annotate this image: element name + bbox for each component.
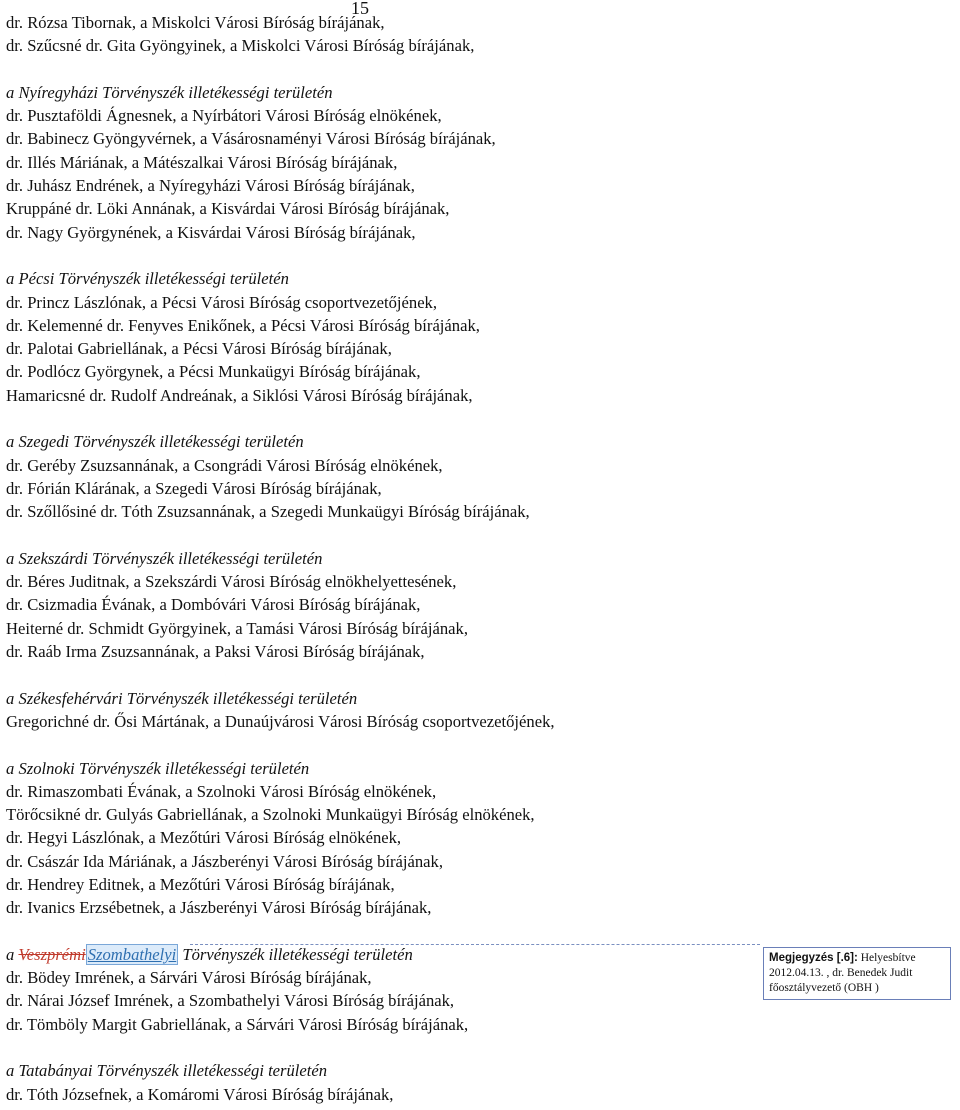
- list-item: dr. Kelemenné dr. Fenyves Enikőnek, a Pécsi Városi Bíróság bírájának,: [6, 315, 480, 335]
- section-heading: a Székesfehérvári Törvényszék illetékességi területén: [6, 688, 358, 708]
- comment-label: Megjegyzés [.6]:: [769, 952, 858, 964]
- list-item: dr. Béres Juditnak, a Szekszárdi Városi Bíróság elnökhelyettesének,: [6, 572, 457, 592]
- list-item: Kruppáné dr. Löki Annának, a Kisvárdai Városi Bíróság bírájának,: [6, 199, 450, 219]
- list-item: dr. Tóth Józsefnek, a Komáromi Városi Bíróság bírájának,: [6, 1084, 394, 1104]
- list-item: dr. Juhász Endrének, a Nyíregyházi Városi Bíróság bírájának,: [6, 176, 415, 196]
- section-heading: a Szolnoki Törvényszék illetékességi területén: [6, 758, 310, 778]
- comment-connector: [190, 944, 760, 969]
- list-item: Heiterné dr. Schmidt Györgyinek, a Tamási Városi Bíróság bírájának,: [6, 618, 468, 638]
- list-item: dr. Szűcsné dr. Gita Gyöngyinek, a Miskolci Városi Bíróság bírájának,: [6, 36, 475, 56]
- list-item: Gregorichné dr. Ősi Mártának, a Dunaújvárosi Városi Bíróság csoportvezetőjének,: [6, 711, 555, 731]
- heading-prefix: a: [6, 944, 19, 964]
- document-body: [6, 11, 756, 1106]
- list-item: dr. Palotai Gabriellának, a Pécsi Városi Bíróság bírájának,: [6, 339, 392, 359]
- list-item: dr. Csizmadia Évának, a Dombóvári Városi Bíróság bírájának,: [6, 595, 421, 615]
- list-item: dr. Bödey Imrének, a Sárvári Városi Bíróság bírájának,: [6, 968, 372, 988]
- list-item: dr. Babinecz Gyöngyvérnek, a Vásárosnaményi Városi Bíróság bírájának,: [6, 129, 496, 149]
- list-item: dr. Rimaszombati Évának, a Szolnoki Városi Bíróság elnökének,: [6, 781, 437, 801]
- list-item: dr. Hegyi Lászlónak, a Mezőtúri Városi Bíróság elnökének,: [6, 828, 402, 848]
- list-item: dr. Hendrey Editnek, a Mezőtúri Városi Bíróság bírájának,: [6, 874, 395, 894]
- section-heading: a Szekszárdi Törvényszék illetékességi területén: [6, 548, 323, 568]
- list-item: Törőcsikné dr. Gulyás Gabriellának, a Szolnoki Munkaügyi Bíróság elnökének,: [6, 805, 535, 825]
- page-number: 15: [351, 0, 369, 18]
- review-comment[interactable]: [763, 947, 951, 1000]
- list-item: dr. Császár Ida Máriának, a Jászberényi Városi Bíróság bírájának,: [6, 851, 443, 871]
- list-item: dr. Nagy Györgynének, a Kisvárdai Városi Bíróság bírájának,: [6, 222, 416, 242]
- list-item: dr. Illés Máriának, a Mátészalkai Városi Bíróság bírájának,: [6, 152, 398, 172]
- list-item: dr. Tömböly Margit Gabriellának, a Sárvári Városi Bíróság bírájának,: [6, 1014, 469, 1034]
- inserted-text[interactable]: Szombathelyi: [87, 944, 177, 964]
- list-item: dr. Podlócz Györgynek, a Pécsi Munkaügyi Bíróság bírájának,: [6, 362, 421, 382]
- list-item: dr. Szőllősiné dr. Tóth Zsuzsannának, a Szegedi Munkaügyi Bíróság bírájának,: [6, 502, 530, 522]
- list-item: dr. Pusztaföldi Ágnesnek, a Nyírbátori Városi Bíróság elnökének,: [6, 106, 442, 126]
- list-item: dr. Geréby Zsuzsannának, a Csongrádi Városi Bíróság elnökének,: [6, 455, 443, 475]
- appointment-list: [6, 11, 756, 920]
- comment-text: Helyesbítve 2012.04.13. , dr. Benedek Judit főosztályvezető (OBH ): [769, 952, 916, 994]
- list-item: Hamaricsné dr. Rudolf Andreának, a Siklósi Városi Bíróság bírájának,: [6, 385, 473, 405]
- section-heading: a Nyíregyházi Törvényszék illetékességi területén: [6, 82, 333, 102]
- list-item: dr. Raáb Irma Zsuzsannának, a Paksi Városi Bíróság bírájának,: [6, 642, 425, 662]
- section-heading: a Pécsi Törvényszék illetékességi területén: [6, 269, 289, 289]
- list-item: dr. Rózsa Tibornak, a Miskolci Városi Bíróság bírájának,: [6, 13, 385, 32]
- list-item: dr. Fórián Klárának, a Szegedi Városi Bíróság bírájának,: [6, 478, 382, 498]
- section-heading: a Szegedi Törvényszék illetékességi területén: [6, 432, 304, 452]
- list-item: dr. Princz Lászlónak, a Pécsi Városi Bíróság csoportvezetőjének,: [6, 292, 438, 312]
- heading-suffix: Törvényszék illetékességi területén: [178, 944, 413, 964]
- deleted-text[interactable]: Veszprémi: [18, 944, 86, 964]
- list-item: dr. Ivanics Erzsébetnek, a Jászberényi Városi Bíróság bírájának,: [6, 898, 432, 918]
- section-heading: a Tatabányai Törvényszék illetékességi területén: [6, 1061, 328, 1081]
- list-item: dr. Nárai József Imrének, a Szombathelyi Városi Bíróság bírájának,: [6, 991, 455, 1011]
